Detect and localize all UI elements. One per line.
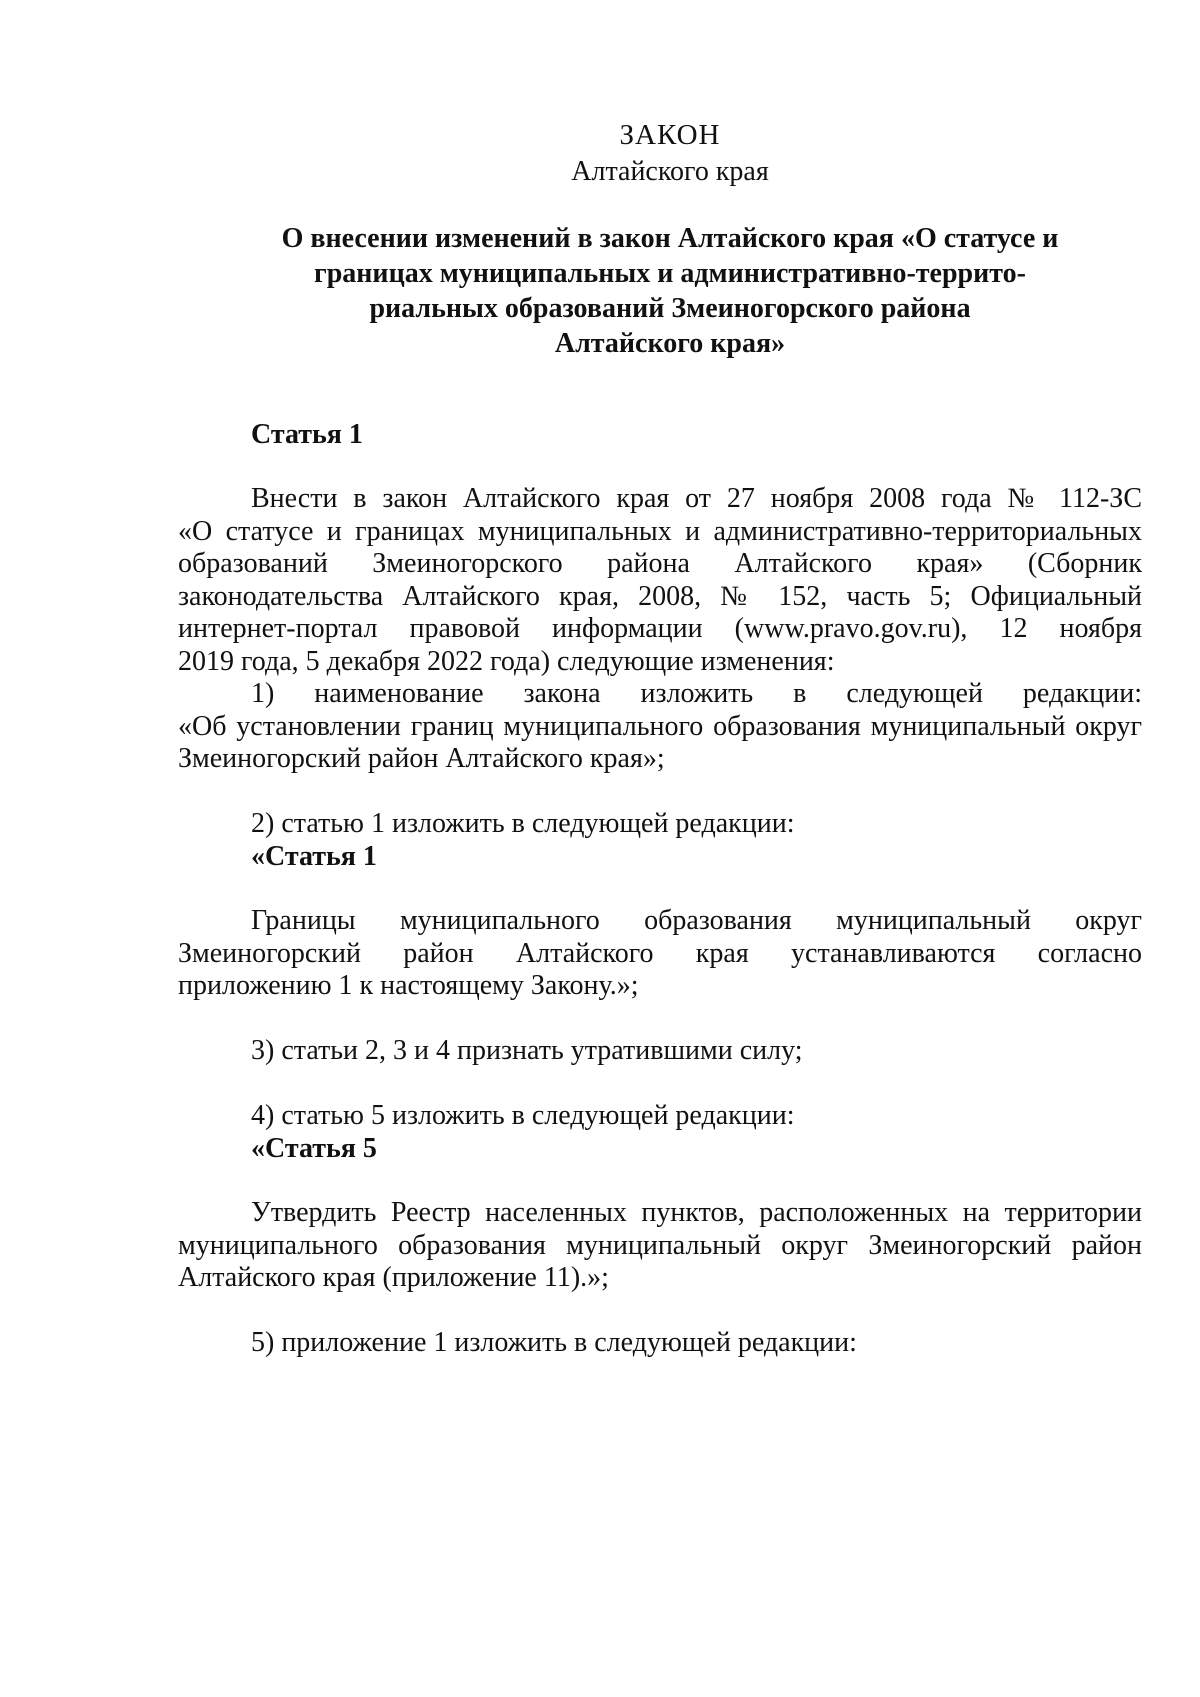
paragraph-line: Границы муниципального образования муниципальный округ	[251, 905, 1142, 936]
paragraph-line: Алтайского края (приложение 11).»;	[178, 1262, 609, 1293]
title-line: риальных образований Змеиногорского района	[369, 293, 971, 324]
document-type: ЗАКОН	[619, 119, 721, 151]
document-title	[250, 221, 1090, 361]
paragraph-line: Внести в закон Алтайского края от 27 ноября 2008 года № 112-ЗС	[251, 483, 1142, 514]
title-line: границах муниципальных и административно-террито-	[314, 258, 1026, 289]
paragraph-line: 3) статьи 2, 3 и 4 признать утратившими силу;	[251, 1035, 803, 1066]
document-region: Алтайского края	[571, 156, 769, 187]
paragraph-line: 2) статью 1 изложить в следующей редакции:	[251, 808, 795, 839]
paragraph-line: «Об установлении границ муниципального образования муниципальный округ	[178, 710, 1142, 742]
paragraph-line: приложению 1 к настоящему Закону.»;	[178, 970, 639, 1001]
paragraph-line: «О статусе и границах муниципальных и административно-территориальных	[178, 515, 1142, 547]
title-line: Алтайского края»	[554, 328, 786, 359]
paragraph-line: образований Змеиногорского района Алтайского края» (Сборник	[178, 548, 1142, 579]
item-2-text	[178, 905, 1142, 1003]
intro-paragraph	[178, 483, 1142, 678]
item-4-text	[178, 1197, 1142, 1295]
item-2-paragraph	[178, 808, 1142, 873]
quoted-article-heading: «Статья 1	[251, 840, 377, 872]
quoted-article-heading: «Статья 5	[251, 1132, 377, 1164]
item-5-paragraph	[178, 1327, 1142, 1360]
paragraph-line: 1) наименование закона изложить в следующей редакции:	[251, 678, 1142, 709]
paragraph-line: Змеиногорский район Алтайского края устанавливаются согласно	[178, 937, 1142, 969]
paragraph-line: 4) статью 5 изложить в следующей редакции:	[251, 1100, 795, 1131]
paragraph-line: интернет-портал правовой информации (www.pravo.gov.ru), 12 ноября	[178, 613, 1142, 644]
paragraph-line: муниципального образования муниципальный округ Змеиногорский район	[178, 1229, 1142, 1261]
item-4-paragraph	[178, 1100, 1142, 1165]
paragraph-line: Змеиногорский район Алтайского края»;	[178, 743, 665, 774]
paragraph-line: 2019 года, 5 декабря 2022 года) следующие изменения:	[178, 645, 835, 677]
paragraph-line: Утвердить Реестр населенных пунктов, расположенных на территории	[251, 1197, 1142, 1228]
item-1-paragraph	[178, 678, 1142, 776]
paragraph-line: 5) приложение 1 изложить в следующей редакции:	[251, 1327, 857, 1358]
article-heading: Статья 1	[251, 419, 363, 450]
title-line: О внесении изменений в закон Алтайского края «О статусе и	[281, 223, 1059, 254]
paragraph-line: законодательства Алтайского края, 2008, № 152, часть 5; Официальный	[178, 580, 1142, 612]
item-3-paragraph	[178, 1035, 1142, 1068]
